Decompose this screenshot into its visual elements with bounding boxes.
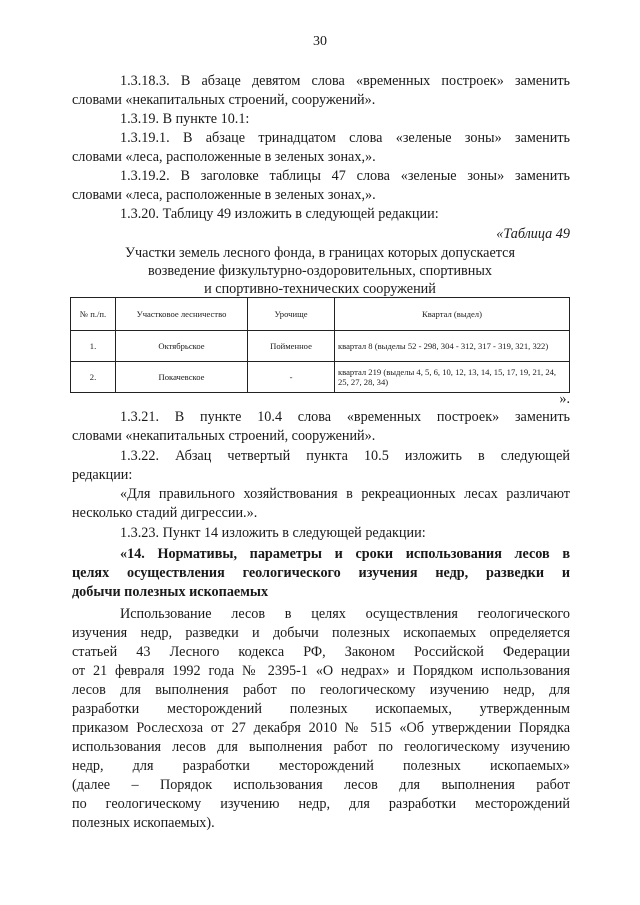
body-line-12: полезных ископаемых).	[72, 815, 215, 831]
page-number: 30	[313, 34, 327, 49]
body-line-3: статьей 43 Лесного кодекса РФ, Законом Российской Федерации	[72, 644, 570, 660]
section-heading-line-2: целях осуществления геологического изучения недр, разведки и	[72, 565, 570, 581]
cell-num: 2.	[71, 362, 116, 393]
header-forestry: Участковое лесничество	[116, 298, 248, 331]
cell-num: 1.	[71, 331, 116, 362]
body-line-2: изучения недр, разведки и добычи полезных ископаемых определяется	[72, 625, 570, 641]
header-tract: Урочище	[248, 298, 335, 331]
paragraph-1-3-19-1: 1.3.19.1. В абзаце тринадцатом слова «зеленые зоны» заменить	[120, 130, 570, 146]
quote-recreation-cont: несколько стадий дигрессии.».	[72, 505, 258, 521]
table-title-line-1: Участки земель лесного фонда, в границах которых допускается	[125, 245, 515, 261]
cell-quarter: квартал 8 (выделы 52 - 298, 304 - 312, 317 - 319, 321, 322)	[335, 331, 570, 362]
cell-tract: -	[248, 362, 335, 393]
table-title-line-2: возведение физкультурно-оздоровительных, спортивных	[148, 263, 492, 279]
table-reference: «Таблица 49	[496, 226, 570, 242]
paragraph-1-3-19-1-cont: словами «леса, расположенные в зеленых зонах,».	[72, 149, 376, 165]
body-line-9: недр, для разработки месторождений полезных ископаемых»	[72, 758, 570, 774]
paragraph-1-3-19-2: 1.3.19.2. В заголовке таблицы 47 слова «зеленые зоны» заменить	[120, 168, 570, 184]
body-line-6: разработки месторождений полезных ископаемых, утвержденным	[72, 701, 570, 717]
body-line-5: лесов для выполнения работ по геологическому изучению недр, для	[72, 682, 570, 698]
table-row	[71, 331, 570, 362]
section-heading-line-3: добычи полезных ископаемых	[72, 584, 269, 600]
header-quarter: Квартал (выдел)	[335, 298, 570, 331]
paragraph-1-3-21: 1.3.21. В пункте 10.4 слова «временных построек» заменить	[120, 409, 570, 425]
cell-forestry: Октябрьское	[116, 331, 248, 362]
header-num: № п./п.	[71, 298, 116, 331]
table-closing-quote: ».	[559, 391, 570, 407]
table-row	[71, 362, 570, 393]
paragraph-1-3-19: 1.3.19. В пункте 10.1:	[120, 111, 250, 127]
body-line-8: использования лесов для выполнения работ по геологическому изучению	[72, 739, 570, 755]
paragraph-1-3-19-2-cont: словами «леса, расположенные в зеленых зонах,».	[72, 187, 376, 203]
cell-quarter: квартал 219 (выделы 4, 5, 6, 10, 12, 13, 14, 15, 17, 19, 21, 24, 25, 27, 28, 34)	[335, 362, 570, 393]
table-title-line-3: и спортивно-технических сооружений	[204, 281, 436, 297]
paragraph-1-3-21-cont: словами «некапитальных строений, сооружений».	[72, 428, 376, 444]
paragraph-1-3-23: 1.3.23. Пункт 14 изложить в следующей редакции:	[120, 525, 426, 541]
table-49	[70, 297, 570, 393]
paragraph-1-3-20: 1.3.20. Таблицу 49 изложить в следующей редакции:	[120, 206, 439, 222]
body-line-1: Использование лесов в целях осуществления геологического	[120, 606, 570, 622]
paragraph-1-3-22-cont: редакции:	[72, 467, 133, 483]
paragraph-1-3-22: 1.3.22. Абзац четвертый пункта 10.5 изложить в следующей	[120, 448, 570, 464]
paragraph-1-3-18-3-cont: словами «некапитальных строений, сооружений».	[72, 92, 376, 108]
paragraph-1-3-18-3: 1.3.18.3. В абзаце девятом слова «временных построек» заменить	[120, 73, 570, 89]
body-line-7: приказом Рослесхоза от 27 декабря 2010 № 515 «Об утверждении Порядка	[72, 720, 570, 736]
body-line-11: по геологическому изучению недр, для разработки месторождений	[72, 796, 570, 812]
body-line-10: (далее – Порядок использования лесов для выполнения работ	[72, 777, 570, 793]
section-heading-line-1: «14. Нормативы, параметры и сроки использования лесов в	[120, 546, 570, 562]
body-line-4: от 21 февраля 1992 года № 2395-1 «О недрах» и Порядком использования	[72, 663, 570, 679]
table-header-row	[71, 298, 570, 331]
cell-tract: Пойменное	[248, 331, 335, 362]
quote-recreation: «Для правильного хозяйствования в рекреационных лесах различают	[120, 486, 570, 502]
cell-forestry: Покачевское	[116, 362, 248, 393]
